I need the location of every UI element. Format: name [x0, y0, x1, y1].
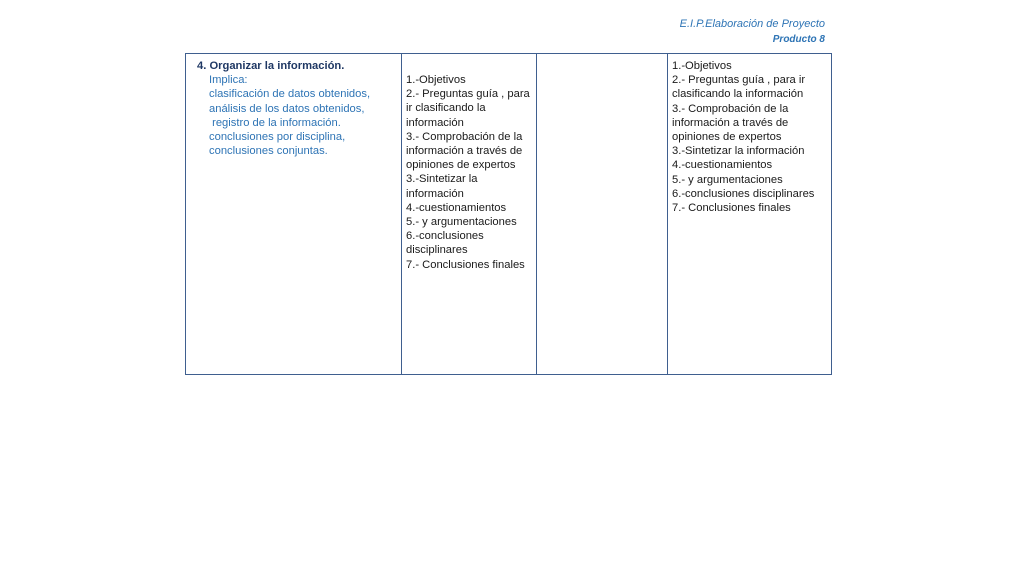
table-cell-empty: [537, 54, 668, 375]
list-item: 3.-Sintetizar la información: [672, 145, 805, 158]
list-item: 3.-Sintetizar la información: [406, 173, 478, 200]
list-item: 1.-Objetivos: [672, 60, 732, 72]
list-item: 7.- Conclusiones finales: [406, 258, 525, 271]
list-item: 5.- y argumentaciones: [672, 173, 783, 186]
implica-line: conclusiones por disciplina,: [209, 131, 346, 144]
list-item: 4.-cuestionamientos: [672, 159, 773, 172]
table-row: [186, 54, 832, 375]
list-item: 2.- Preguntas guía , para ir clasificando la información: [672, 74, 806, 101]
implica-line: registro de la información.: [209, 116, 341, 129]
table-cell-steps: [402, 54, 537, 375]
list-item: 3.- Comprobación de la información a través de opiniones de expertos: [672, 102, 789, 144]
implica-line: clasificación de datos obtenidos,: [209, 88, 371, 101]
document-header-title: E.I.P.Elaboración de Proyecto: [679, 18, 825, 30]
implica-line: Implica:: [209, 74, 248, 87]
section-title: 4. Organizar la información.: [197, 60, 345, 72]
implica-line: conclusiones conjuntas.: [209, 145, 328, 158]
implica-line: análisis de los datos obtenidos,: [209, 102, 365, 115]
list-item: 5.- y argumentaciones: [406, 216, 517, 229]
list-item: 6.-conclusiones disciplinares: [406, 230, 484, 257]
content-table: [185, 53, 832, 375]
table-cell-activity: [186, 54, 402, 375]
list-item: 3.- Comprobación de la información a través de opiniones de expertos: [406, 130, 523, 172]
list-item: 2.- Preguntas guía , para ir clasificando la información: [406, 88, 530, 129]
list-item: 4.-cuestionamientos: [406, 201, 507, 214]
document-header-product: Producto 8: [772, 34, 825, 45]
list-item: 1.-Objetivos: [406, 74, 466, 86]
list-item: 6.-conclusiones disciplinares: [672, 187, 815, 200]
table-cell-steps-repeat: [668, 54, 832, 375]
list-item: 7.- Conclusiones finales: [672, 202, 791, 215]
